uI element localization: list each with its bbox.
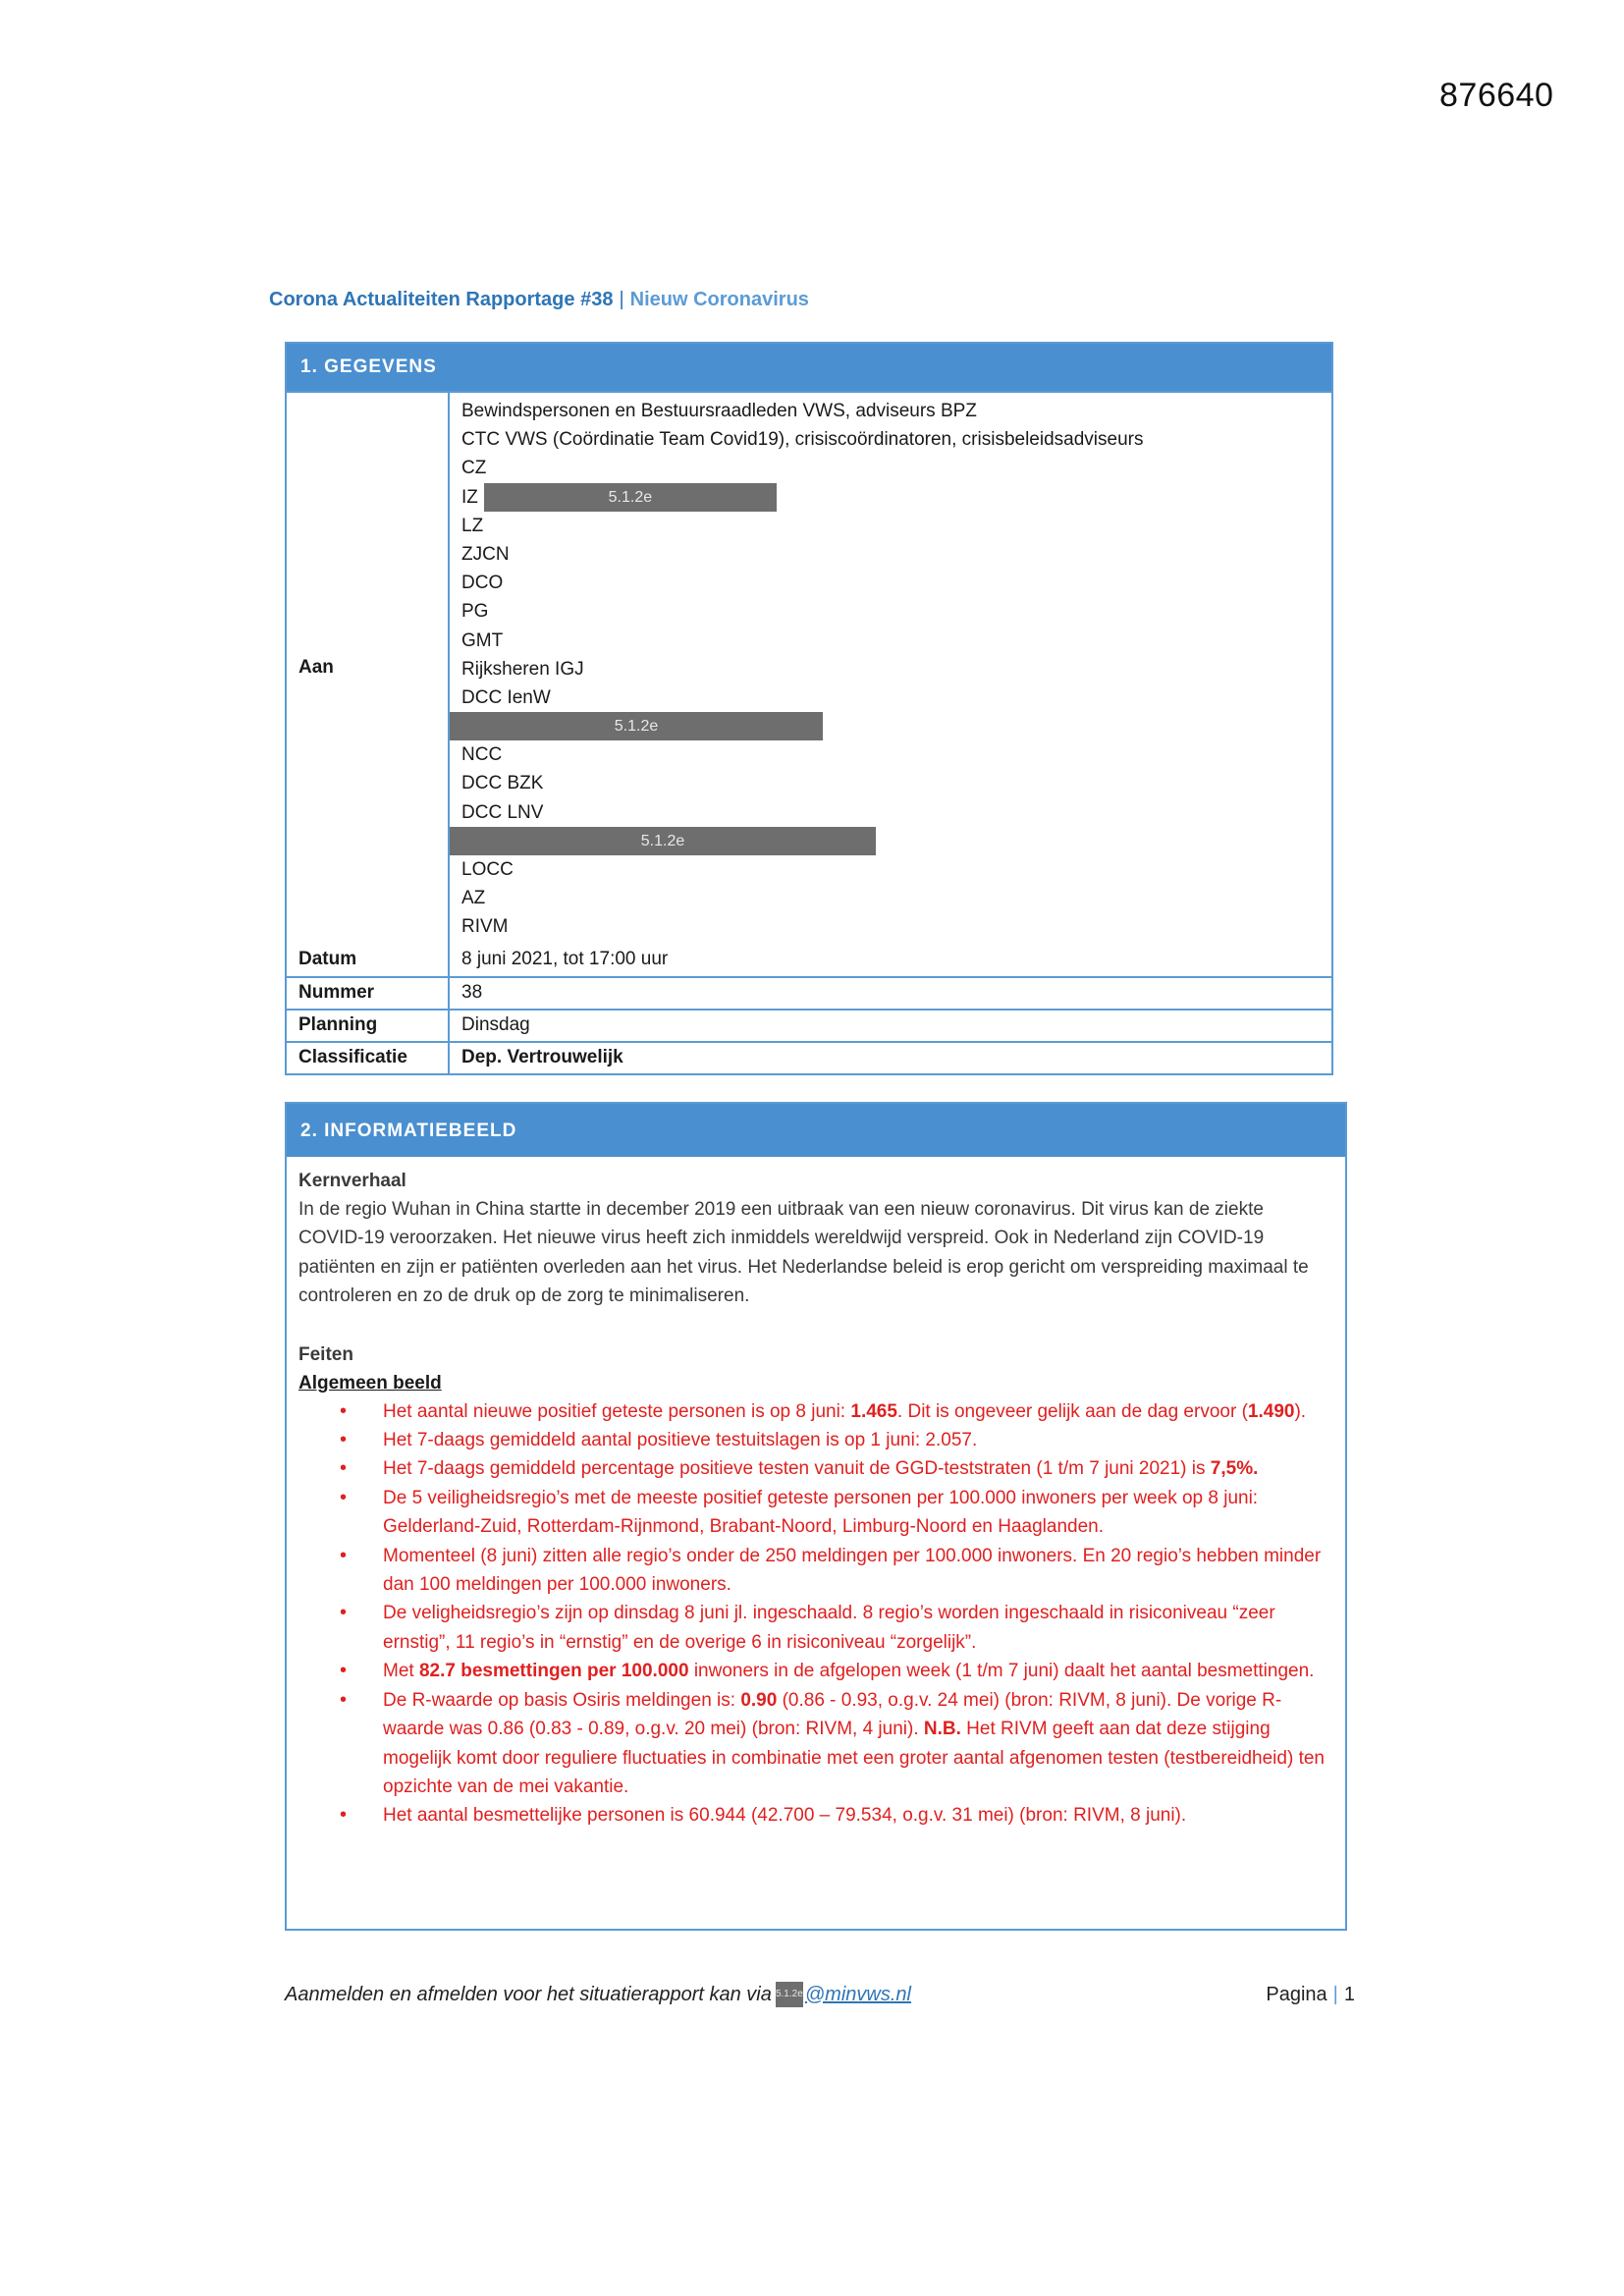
aan-recipient: [450, 712, 1331, 740]
section-gegevens: [285, 342, 1333, 1075]
document-id: 876640: [1439, 77, 1554, 114]
redaction-block: 5.1.2e: [450, 827, 876, 855]
meta-value: 38: [461, 982, 483, 1004]
aan-recipient-name: AZ: [461, 888, 486, 909]
aan-recipient: [450, 597, 1331, 626]
fact-highlight: 82.7 besmettingen per 100.000: [418, 1661, 689, 1682]
aan-recipient-name: Rijksheren IGJ: [461, 658, 584, 680]
report-title: Corona Actualiteiten Rapportage #38: [269, 289, 614, 310]
meta-value: Dep. Vertrouwelijk: [461, 1047, 623, 1068]
fact-text: Het 7-daags gemiddeld percentage positieve testen vanuit de GGD-teststraten (1 t/m 7 juni 2021) is: [383, 1458, 1211, 1480]
meta-value: Dinsdag: [461, 1014, 530, 1036]
footer-redaction: 5.1.2e: [776, 1982, 803, 2007]
aan-recipient: [450, 855, 1331, 884]
aan-recipient: [450, 512, 1331, 540]
aan-recipient-name: LZ: [461, 515, 484, 536]
meta-row-planning: [287, 1009, 1331, 1041]
fact-item: [298, 1657, 1333, 1685]
aan-recipient: [450, 397, 1331, 425]
feiten-heading: Feiten: [298, 1343, 353, 1365]
aan-recipient-name: Bewindspersonen en Bestuursraadleden VWS, adviseurs BPZ: [461, 401, 977, 421]
page-number-value: 1: [1343, 1983, 1355, 2005]
fact-text: Het aantal nieuwe positief geteste personen is op 8 juni:: [383, 1400, 851, 1422]
fact-text: . Dit is ongeveer gelijk aan de dag ervoor (: [896, 1400, 1248, 1422]
aan-row: [287, 391, 1331, 944]
aan-recipient-name: LOCC: [461, 859, 514, 880]
aan-recipient: [450, 569, 1331, 597]
page-footer: [285, 1982, 1355, 2007]
fact-highlight: 7,5%.: [1210, 1458, 1259, 1480]
aan-recipient-name: GMT: [461, 629, 504, 651]
fact-text: Momenteel (8 juni) zitten alle regio’s onder de 250 meldingen per 100.000 inwoners. En 20 regio’s hebben minder dan 100 meldingen per 100.000 inwoners.: [383, 1545, 1322, 1596]
footer-text: Aanmelden en afmelden voor het situatierapport kan via: [285, 1983, 772, 2005]
fact-text: De R-waarde op basis Osiris meldingen is:: [383, 1689, 741, 1711]
redaction-block: 5.1.2e: [484, 483, 777, 512]
aan-recipient: [450, 769, 1331, 797]
fact-text: Het 7-daags gemiddeld aantal positieve testuitslagen is op 1 juni: 2.057.: [383, 1430, 978, 1451]
fact-item: [298, 1484, 1333, 1542]
aan-recipient-name: RIVM: [461, 916, 509, 938]
aan-recipient-name: PG: [461, 601, 489, 623]
aan-recipient: [450, 740, 1331, 769]
aan-recipient-name: DCC BZK: [461, 773, 544, 794]
redaction-block: 5.1.2e: [450, 712, 823, 740]
report-subtitle: Nieuw Coronavirus: [629, 289, 809, 310]
kernverhaal-text: In de regio Wuhan in China startte in december 2019 een uitbraak van een nieuw coronavirus. Dit virus kan de ziekte COVID-19 veroorzaken. Het nieuwe virus heeft zich inmiddels wereldwijd verspreid. Ook in Nederland zijn COVID-19 patiënten en zijn er patiënten overleden aan het virus. Het Nederlandse beleid is erop gericht om verspreiding maximaal te controleren en zo de druk op de zorg te minimaliseren.: [298, 1199, 1309, 1307]
fact-item: [298, 1542, 1333, 1600]
fact-text: Met: [383, 1661, 419, 1682]
page-number: [1266, 1984, 1355, 2006]
meta-value: 8 juni 2021, tot 17:00 uur: [461, 949, 669, 970]
aan-recipient: [450, 425, 1331, 454]
fact-item: [298, 1599, 1333, 1657]
aan-recipient-name: ZJCN: [461, 543, 510, 565]
report-header: [269, 289, 809, 311]
aan-recipient: [450, 454, 1331, 482]
footer-subscribe: [285, 1982, 911, 2007]
aan-recipient: [450, 912, 1331, 941]
aan-recipient-name: CZ: [461, 458, 487, 479]
meta-row-classificatie: [287, 1041, 1331, 1073]
aan-recipient: [450, 827, 1331, 855]
algemeen-beeld-heading: Algemeen beeld: [298, 1372, 442, 1394]
page-separator: |: [1332, 1983, 1338, 2005]
fact-highlight: 0.90: [740, 1689, 778, 1711]
aan-recipient: [450, 540, 1331, 569]
header-separator: |: [619, 289, 624, 310]
aan-recipient-name: NCC: [461, 744, 503, 766]
aan-recipient-name: CTC VWS (Coördinatie Team Covid19), crisiscoördinatoren, crisisbeleidsadviseurs: [461, 429, 1144, 451]
aan-recipient-name: IZ: [461, 486, 478, 508]
meta-label: Datum: [287, 944, 450, 976]
aan-recipient: [450, 627, 1331, 655]
aan-recipient-name: DCO: [461, 573, 504, 594]
aan-recipient-list: [450, 393, 1331, 944]
fact-text: Het RIVM geeft aan dat deze stijging mogelijk komt door reguliere fluctuaties in combinatie met een groter aantal afgenomen testen (testbereidheid) ten opzichte van de mei vakantie.: [383, 1719, 1325, 1797]
meta-label: Nummer: [287, 978, 450, 1009]
fact-text: (0.86 - 0.93, o.g.v. 24 mei) (bron: RIVM, 8 juni). De vorige R-waarde was 0.86 (0.83 - 0.89, o.g.v. 20 mei) (bron: RIVM, 4 juni).: [383, 1689, 1282, 1740]
aan-recipient: [450, 483, 1331, 512]
meta-row-nummer: [287, 976, 1331, 1009]
meta-row-datum: [287, 944, 1331, 976]
aan-recipient: [450, 884, 1331, 912]
fact-item: [298, 1686, 1333, 1802]
fact-item: [298, 1801, 1333, 1830]
aan-label: Aan: [287, 393, 450, 944]
meta-label: Planning: [287, 1011, 450, 1041]
fact-text: ).: [1294, 1400, 1307, 1422]
aan-recipient-name: DCC LNV: [461, 801, 544, 823]
meta-label: Classificatie: [287, 1043, 450, 1073]
fact-text: inwoners in de afgelopen week (1 t/m 7 juni) daalt het aantal besmettingen.: [688, 1661, 1315, 1682]
fact-highlight: N.B.: [923, 1719, 961, 1740]
aan-recipient: [450, 655, 1331, 683]
section-informatiebeeld-heading: 2. INFORMATIEBEELD: [287, 1104, 1345, 1157]
page-label: Pagina: [1266, 1983, 1327, 2005]
fact-text: De veligheidsregio’s zijn op dinsdag 8 juni jl. ingeschaald. 8 regio’s worden ingeschaald in risiconiveau “zeer ernstig”, 11 regio’s in “ernstig” en de overige 6 in risiconiveau “zorgelijk”.: [383, 1603, 1275, 1653]
fact-highlight: 1.465: [850, 1400, 897, 1422]
aan-recipient-name: DCC IenW: [461, 686, 551, 708]
facts-list: [298, 1397, 1333, 1831]
section-gegevens-heading: 1. GEGEVENS: [287, 344, 1331, 391]
footer-email-link[interactable]: @minvws.nl: [804, 1983, 911, 2005]
fact-text: De 5 veiligheidsregio’s met de meeste positief geteste personen per 100.000 inwoners per week op 8 juni: Gelderland-Zuid, Rotterdam-Rijnmond, Brabant-Noord, Limburg-Noord en Haaglanden.: [383, 1487, 1259, 1538]
section-informatiebeeld: [285, 1102, 1347, 1931]
aan-recipient: [450, 683, 1331, 712]
fact-highlight: 1.490: [1247, 1400, 1295, 1422]
fact-text: Het aantal besmettelijke personen is 60.944 (42.700 – 79.534, o.g.v. 31 mei) (bron: RIVM, 8 juni).: [383, 1805, 1187, 1827]
kernverhaal-heading: Kernverhaal: [298, 1171, 406, 1191]
fact-item: [298, 1454, 1333, 1483]
fact-item: [298, 1397, 1333, 1426]
fact-item: [298, 1426, 1333, 1454]
aan-recipient: [450, 798, 1331, 827]
